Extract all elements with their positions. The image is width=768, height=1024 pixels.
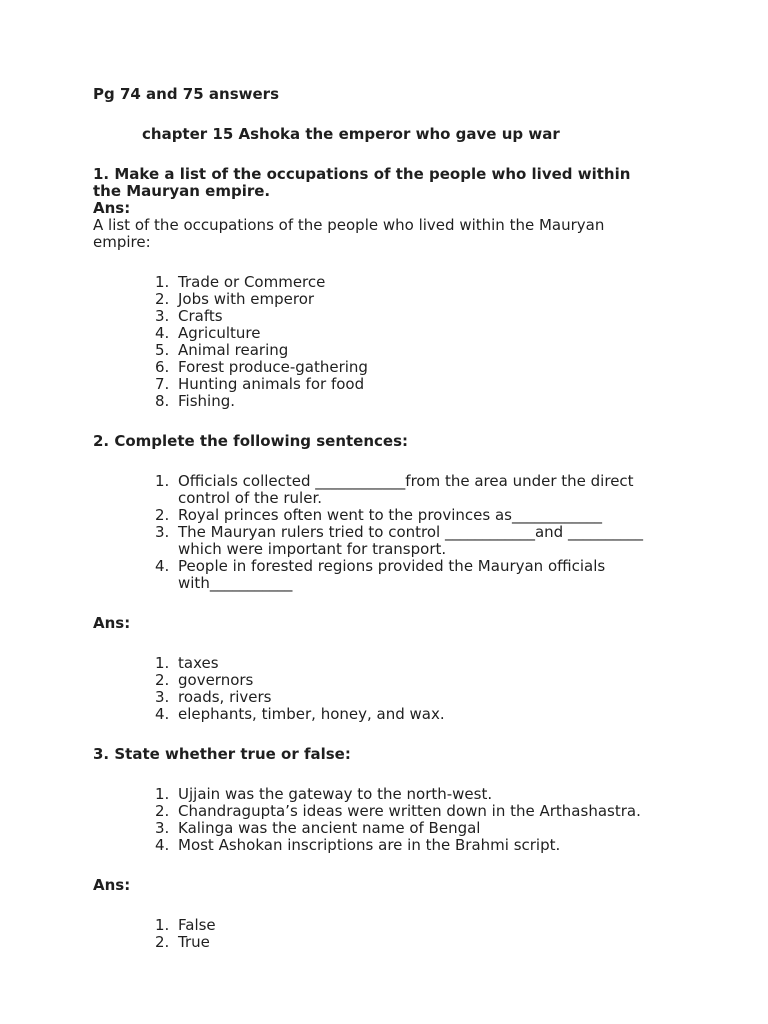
list-item: 1. Trade or Commerce (155, 273, 326, 291)
chapter-title: chapter 15 Ashoka the emperor who gave up war (142, 125, 560, 143)
answer-label-1: Ans: (93, 199, 131, 217)
list-item: 4. People in forested regions provided the Mauryan officials with___________ (155, 557, 606, 592)
list-item: 3. Crafts (155, 307, 223, 325)
question-2: 2. Complete the following sentences: (93, 432, 409, 450)
true-false-list (93, 786, 663, 854)
answer-intro-1: A list of the occupations of the people who lived within the Mauryan empire: (93, 216, 605, 251)
list-item: 1. taxes (155, 654, 219, 672)
list-item: 4. Agriculture (155, 324, 261, 342)
list-item: 3. The Mauryan rulers tried to control ____________and __________ which were important for transport. (155, 523, 643, 558)
list-item: 2. True (155, 933, 210, 951)
list-item: 1. False (155, 916, 216, 934)
list-item: 4. Most Ashokan inscriptions are in the Brahmi script. (155, 836, 561, 854)
sentences-list (93, 473, 663, 592)
list-item: 1. Ujjain was the gateway to the north-west. (155, 785, 493, 803)
answer-label-3: Ans: (93, 876, 131, 894)
question-1: 1. Make a list of the occupations of the people who lived within the Mauryan empire. (93, 165, 631, 200)
list-item: 2. Royal princes often went to the provinces as____________ (155, 506, 602, 524)
sentences-answers-list (93, 655, 663, 723)
list-item: 5. Animal rearing (155, 341, 289, 359)
list-item: 2. Jobs with emperor (155, 290, 315, 308)
true-false-answers-list (93, 917, 663, 951)
document-page (93, 86, 663, 951)
list-item: 8. Fishing. (155, 392, 235, 410)
answer-label-2: Ans: (93, 614, 131, 632)
page-title: Pg 74 and 75 answers (93, 85, 279, 103)
list-item: 1. Officials collected ____________from the area under the direct control of the ruler. (155, 472, 634, 507)
list-item: 6. Forest produce-gathering (155, 358, 368, 376)
list-item: 7. Hunting animals for food (155, 375, 365, 393)
list-item: 3. roads, rivers (155, 688, 272, 706)
list-item: 2. governors (155, 671, 254, 689)
occupations-list (93, 274, 663, 410)
list-item: 4. elephants, timber, honey, and wax. (155, 705, 445, 723)
list-item: 3. Kalinga was the ancient name of Bengal (155, 819, 481, 837)
question-3: 3. State whether true or false: (93, 745, 351, 763)
list-item: 2. Chandragupta’s ideas were written down in the Arthashastra. (155, 802, 641, 820)
